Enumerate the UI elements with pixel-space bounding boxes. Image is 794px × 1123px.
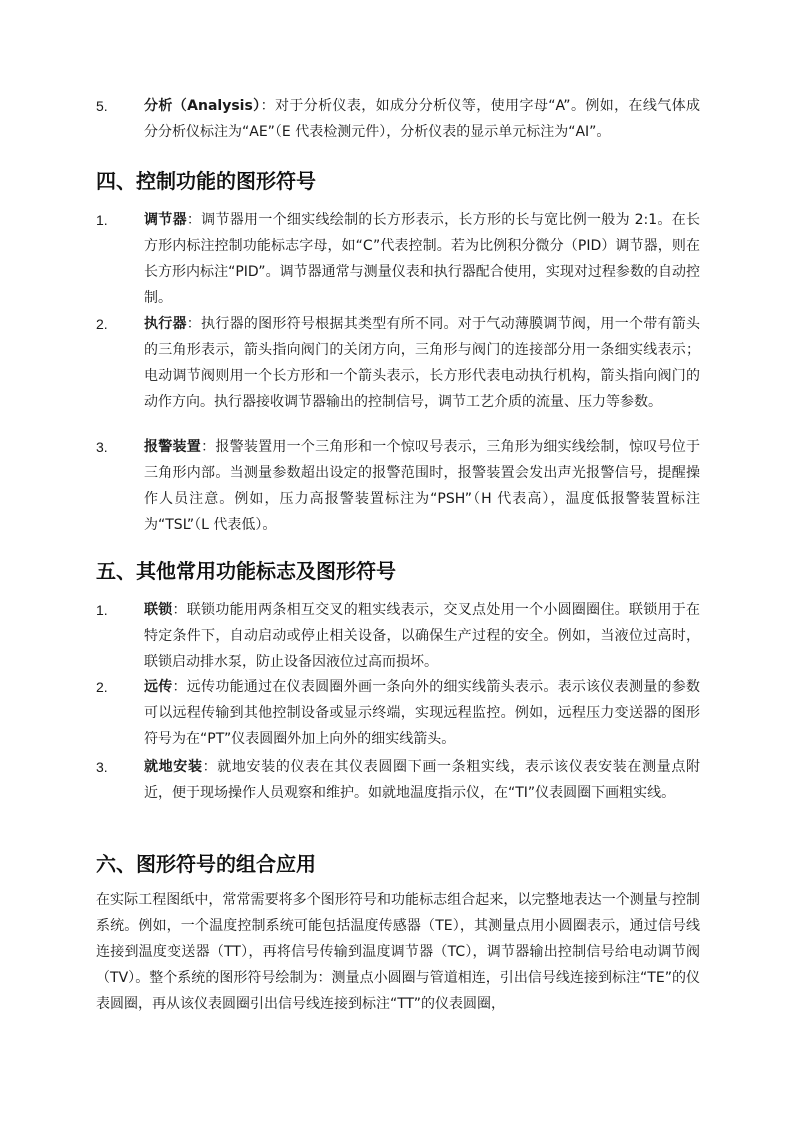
list-item-text <box>144 674 700 752</box>
list-number: 5. <box>96 98 108 114</box>
section-heading: 五、其他常用功能标志及图形符号 <box>96 559 396 583</box>
list-item-text <box>144 754 700 806</box>
list-description: ：就地安装的仪表在其仪表圆圈下画一条粗实线，表示该仪表安装在测量点附近，便于现场操作人员观察和维护。如就地温度指示仪，在“TI”仪表圆圈下画粗实线。 <box>144 759 701 801</box>
list-description: ：执行器的图形符号根据其类型有所不同。对于气动薄膜调节阀，用一个带有箭头的三角形表示，箭头指向阀门的关闭方向，三角形与阀门的连接部分用一条细实线表示；电动调节阀则用一个长方形和一个箭头表示，长方形代表电动执行机构，箭头指向阀门的动作方向。执行器接收调节器输出的控制信号，调节工艺介质的流量、压力等参数。 <box>144 316 701 410</box>
list-number: 3. <box>96 439 108 455</box>
list-term: 就地安装 <box>144 759 203 775</box>
list-term: 联锁 <box>144 602 173 618</box>
section-heading: 四、控制功能的图形符号 <box>96 169 316 193</box>
list-item-text <box>144 207 700 311</box>
list-item-text <box>144 434 700 538</box>
list-term: 分析（Analysis） <box>144 98 261 114</box>
body-paragraph: 在实际工程图纸中，常常需要将多个图形符号和功能标志组合起来，以完整地表达一个测量与控制系统。例如，一个温度控制系统可能包括温度传感器（TE），其测量点用小圆圈表示，通过信号线连接到温度变送器（TT），再将信号传输到温度调节器（TC），调节器输出控制信号给电动调节阀（TV）。整个系统的图形符号绘制为：测量点小圆圈与管道相连，引出信号线连接到标注“TE”的仪表圆圈，再从该仪表圆圈引出信号线连接到标注“TT”的仪表圆圈， <box>96 892 700 1012</box>
list-description: ：远传功能通过在仪表圆圈外画一条向外的细实线箭头表示。表示该仪表测量的参数可以远程传输到其他控制设备或显示终端，实现远程监控。例如，远程压力变送器的图形符号为在“PT”仪表圆圈外加上向外的细实线箭头。 <box>144 679 701 747</box>
list-term: 执行器 <box>144 316 187 332</box>
list-number: 2. <box>96 679 108 695</box>
list-description: ：联锁功能用两条相互交叉的粗实线表示，交叉点处用一个小圆圈圈住。联锁用于在特定条件下，自动启动或停止相关设备，以确保生产过程的安全。例如，当液位过高时，联锁启动排水泵，防止设备因液位过高而损坏。 <box>144 602 701 670</box>
list-term: 报警装置 <box>144 439 202 455</box>
list-description: ：报警装置用一个三角形和一个惊叹号表示，三角形为细实线绘制，惊叹号位于三角形内部。当测量参数超出设定的报警范围时，报警装置会发出声光报警信号，提醒操作人员注意。例如，压力高报警装置标注为“PSH”（H 代表高），温度低报警装置标注为“TSL”（L 代表低）。 <box>144 439 701 533</box>
list-term: 远传 <box>144 679 173 695</box>
list-item-text <box>144 597 700 675</box>
section-heading: 六、图形符号的组合应用 <box>96 852 316 876</box>
list-term: 调节器 <box>144 212 187 228</box>
list-description: ：调节器用一个细实线绘制的长方形表示，长方形的长与宽比例一般为 2:1。在长方形内标注控制功能标志字母，如“C”代表控制。若为比例积分微分（PID）调节器，则在长方形内标注“PID”。调节器通常与测量仪表和执行器配合使用，实现对过程参数的自动控制。 <box>144 212 701 306</box>
list-item-text <box>144 93 700 145</box>
list-number: 2. <box>96 316 108 332</box>
list-number: 1. <box>96 602 108 618</box>
list-item-text <box>144 311 700 415</box>
list-description: ：对于分析仪表，如成分分析仪等，使用字母“A”。例如，在线气体成分分析仪标注为“AE”（E 代表检测元件），分析仪表的显示单元标注为“AI”。 <box>144 98 701 140</box>
list-number: 3. <box>96 759 108 775</box>
list-number: 1. <box>96 212 108 228</box>
